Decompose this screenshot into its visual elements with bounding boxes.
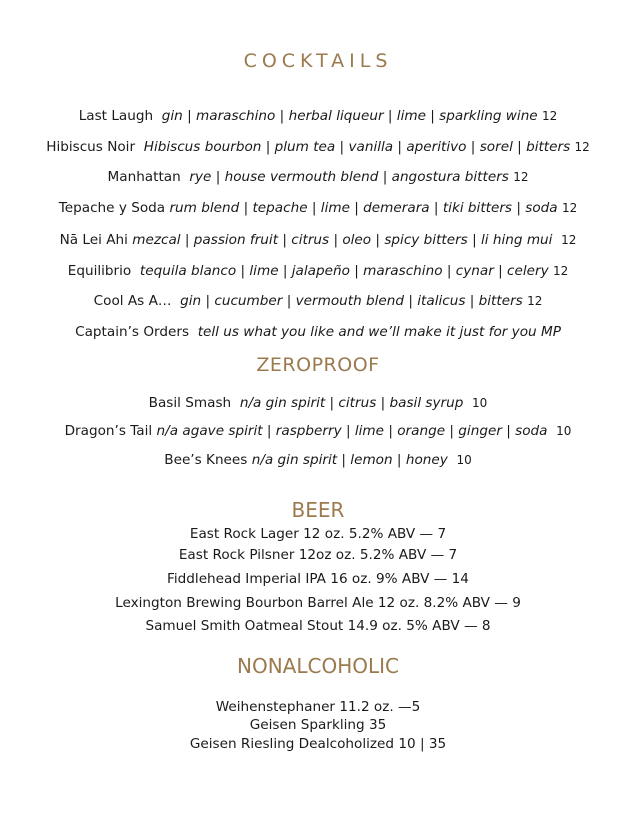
item-description: gin | cucumber | vermouth blend | italicus | bitters xyxy=(180,293,523,309)
item-name: Equilibrio xyxy=(67,263,132,279)
cocktail-item xyxy=(0,107,636,125)
beer-item: Fiddlehead Imperial IPA 16 oz. 9% ABV — 14 xyxy=(167,571,469,587)
item-price: 10 xyxy=(472,396,488,410)
cocktail-item xyxy=(0,323,636,341)
item-description: gin | maraschino | herbal liqueur | lime | sparkling wine xyxy=(161,108,538,124)
item-name: Dragon’s Tail xyxy=(64,423,153,439)
item-description: Hibiscus bourbon | plum tea | vanilla | aperitivo | sorel | bitters xyxy=(143,139,571,155)
beer-item: East Rock Lager 12 oz. 5.2% ABV — 7 xyxy=(189,526,447,542)
item-name: Bee’s Knees xyxy=(164,452,248,468)
item-name: Manhattan xyxy=(107,169,181,185)
item-price: 12 xyxy=(527,294,543,308)
item-name: Nā Lei Ahi xyxy=(59,232,128,248)
item-name: Basil Smash xyxy=(148,395,232,411)
item-description: mezcal | passion fruit | citrus | oleo | spicy bitters | li hing mui xyxy=(132,232,553,248)
item-price: 10 xyxy=(556,424,572,438)
nonalcoholic-item: Weihenstephaner 11.2 oz. —5 xyxy=(215,699,421,715)
cocktail-item xyxy=(0,262,636,280)
beer-item: Lexington Brewing Bourbon Barrel Ale 12 oz. 8.2% ABV — 9 xyxy=(115,595,521,611)
beer-item: East Rock Pilsner 12oz oz. 5.2% ABV — 7 xyxy=(178,547,458,563)
zeroproof-heading: ZEROPROOF xyxy=(256,354,380,376)
item-description: n/a agave spirit | raspberry | lime | orange | ginger | soda xyxy=(156,423,548,439)
item-name: Last Laugh xyxy=(78,108,154,124)
item-name: Captain’s Orders xyxy=(75,324,190,340)
item-description: rye | house vermouth blend | angostura bitters xyxy=(189,169,509,185)
item-name: Hibiscus Noir xyxy=(46,139,136,155)
item-name: Tepache y Soda xyxy=(58,200,166,216)
zeroproof-item xyxy=(0,451,636,469)
item-price: 12 xyxy=(552,264,569,278)
item-price: 12 xyxy=(561,233,577,247)
cocktail-item xyxy=(0,168,636,186)
item-price: 10 xyxy=(456,453,472,467)
item-description: n/a gin spirit | lemon | honey xyxy=(251,452,448,468)
cocktail-item xyxy=(0,231,636,249)
cocktails-heading: COCKTAILS xyxy=(243,50,393,72)
zeroproof-item xyxy=(0,394,636,412)
item-price: 12 xyxy=(513,170,529,184)
cocktail-item xyxy=(0,199,636,217)
cocktail-item xyxy=(0,292,636,310)
item-name: Cool As A… xyxy=(93,293,172,309)
zeroproof-item xyxy=(0,422,636,440)
item-description: n/a gin spirit | citrus | basil syrup xyxy=(239,395,464,411)
nonalcoholic-heading: NONALCOHOLIC xyxy=(237,654,399,678)
beer-heading: BEER xyxy=(291,498,345,522)
item-description: tell us what you like and we’ll make it just for you MP xyxy=(197,324,561,340)
beer-item: Samuel Smith Oatmeal Stout 14.9 oz. 5% ABV — 8 xyxy=(145,618,491,634)
nonalcoholic-item: Geisen Sparkling 35 xyxy=(249,717,387,733)
item-price: 12 xyxy=(561,201,578,215)
item-description: rum blend | tepache | lime | demerara | tiki bitters | soda xyxy=(169,200,558,216)
item-price: 12 xyxy=(542,109,558,123)
item-price: 12 xyxy=(574,140,590,154)
cocktail-item xyxy=(0,138,636,156)
nonalcoholic-item: Geisen Riesling Dealcoholized 10 | 35 xyxy=(189,736,447,752)
item-description: tequila blanco | lime | jalapeño | maraschino | cynar | celery xyxy=(139,263,549,279)
